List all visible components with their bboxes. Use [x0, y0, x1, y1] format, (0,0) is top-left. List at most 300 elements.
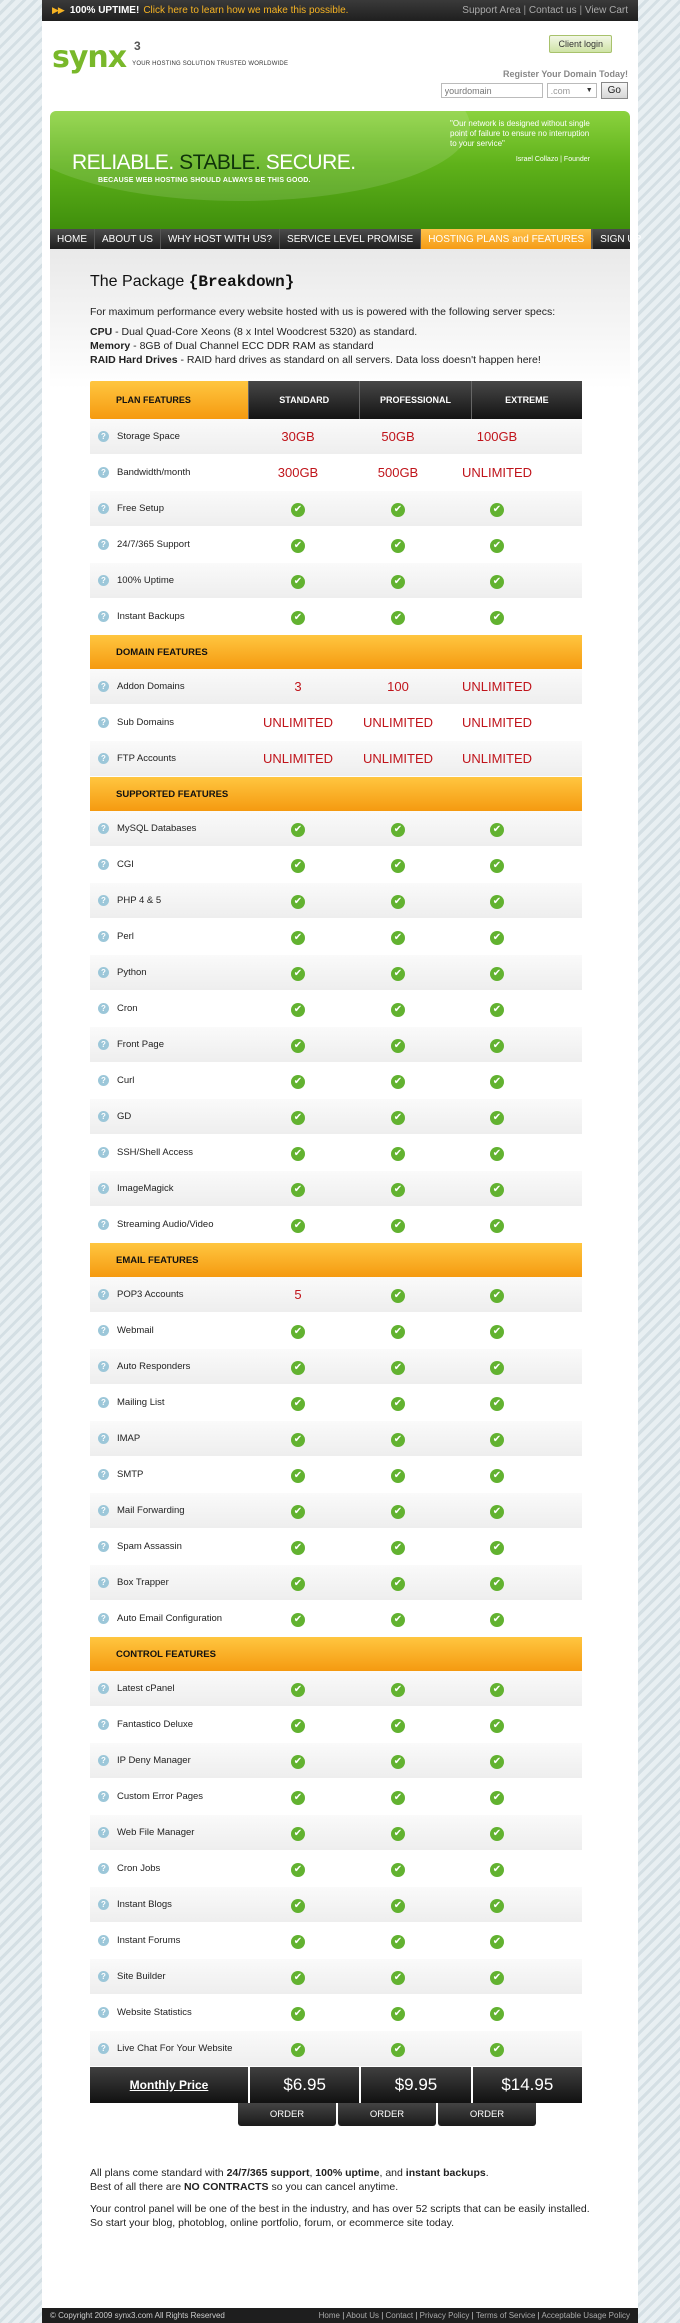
nav-home[interactable]: HOME	[50, 229, 95, 249]
check-icon: ✔	[291, 1469, 305, 1483]
check-icon: ✔	[291, 1791, 305, 1805]
feature-name: POP3 Accounts	[117, 1289, 184, 1300]
feature-name: Auto Responders	[117, 1361, 191, 1372]
feature-value-cell	[248, 1466, 348, 1483]
help-icon[interactable]: ?	[98, 681, 109, 692]
check-icon: ✔	[391, 503, 405, 517]
header	[42, 21, 638, 111]
feature-value-cell	[348, 1144, 448, 1161]
separator: |	[523, 5, 529, 16]
feature-name: Cron	[117, 1003, 138, 1014]
table-row	[90, 1027, 582, 1063]
help-icon[interactable]: ?	[98, 467, 109, 478]
table-row	[90, 919, 582, 955]
feature-value: UNLIMITED	[262, 715, 334, 730]
table-row	[90, 705, 582, 741]
check-icon: ✔	[490, 1289, 504, 1303]
table-row	[90, 1349, 582, 1385]
feature-name: Spam Assassin	[117, 1541, 182, 1552]
feature-name: 24/7/365 Support	[117, 539, 190, 550]
check-icon: ✔	[391, 1613, 405, 1627]
help-icon[interactable]: ?	[98, 1469, 109, 1480]
feature-value-cell	[448, 1430, 546, 1447]
table-row	[90, 1207, 582, 1243]
feature-value-cell	[348, 892, 448, 909]
feature-label	[90, 1219, 248, 1230]
feature-value: UNLIMITED	[362, 751, 434, 766]
check-icon: ✔	[391, 1325, 405, 1339]
table-row	[90, 1063, 582, 1099]
check-icon: ✔	[391, 575, 405, 589]
contact-us-link[interactable]: Contact us	[528, 5, 577, 16]
feature-value-cell	[348, 500, 448, 517]
logo-superscript: 3	[134, 39, 141, 53]
feature-label	[90, 859, 248, 870]
help-icon[interactable]: ?	[98, 1397, 109, 1408]
support-area-link[interactable]: Support Area	[462, 5, 521, 16]
title-bold: {Breakdown}	[188, 273, 295, 291]
feature-value-cell	[248, 1680, 348, 1697]
register-label: Register Your Domain Today!	[502, 69, 628, 79]
feature-label	[90, 1899, 248, 1910]
nav-hosting-plans[interactable]: HOSTING PLANS and FEATURES	[421, 229, 592, 249]
price-standard: $6.95	[248, 2067, 359, 2103]
table-row	[90, 741, 582, 777]
help-icon[interactable]: ?	[98, 1683, 109, 1694]
price-row	[90, 2067, 582, 2103]
feature-value-cell	[448, 1680, 546, 1697]
help-icon[interactable]: ?	[98, 1183, 109, 1194]
feature-value-cell	[348, 536, 448, 553]
check-icon: ✔	[391, 2007, 405, 2021]
feature-value-cell	[348, 1538, 448, 1555]
help-icon[interactable]: ?	[98, 1755, 109, 1766]
feature-value-cell	[448, 1932, 546, 1949]
help-icon[interactable]: ?	[98, 539, 109, 550]
dropdown-arrow-icon: ▼	[585, 87, 593, 94]
help-icon[interactable]: ?	[98, 1899, 109, 1910]
check-icon: ✔	[391, 611, 405, 625]
feature-value-cell	[348, 1180, 448, 1197]
feature-name: Perl	[117, 931, 134, 942]
feature-name: Instant Backups	[117, 611, 185, 622]
text: Best of all there are	[90, 2181, 184, 2193]
check-icon: ✔	[490, 1039, 504, 1053]
feature-value: UNLIMITED	[461, 715, 533, 730]
feature-label	[90, 431, 248, 442]
uptime-learn-link[interactable]: Click here to learn how we make this possible.	[143, 5, 349, 16]
feature-label	[90, 1935, 248, 1946]
help-icon[interactable]: ?	[98, 1289, 109, 1300]
help-icon[interactable]: ?	[98, 1577, 109, 1588]
help-icon[interactable]: ?	[98, 2007, 109, 2018]
help-icon[interactable]: ?	[98, 1613, 109, 1624]
check-icon: ✔	[391, 2043, 405, 2057]
check-icon: ✔	[490, 611, 504, 625]
table-row	[90, 1135, 582, 1171]
view-cart-link[interactable]: View Cart	[584, 5, 628, 16]
check-icon: ✔	[291, 967, 305, 981]
feature-name: PHP 4 & 5	[117, 895, 162, 906]
intro	[90, 305, 590, 367]
feature-name: Free Setup	[117, 503, 164, 514]
check-icon: ✔	[490, 1147, 504, 1161]
help-icon[interactable]: ?	[98, 1039, 109, 1050]
help-icon[interactable]: ?	[98, 1003, 109, 1014]
nav-service-level[interactable]: SERVICE LEVEL PROMISE	[280, 229, 421, 249]
feature-value-cell	[448, 892, 546, 909]
help-icon[interactable]: ?	[98, 431, 109, 442]
feature-value-cell	[448, 1752, 546, 1769]
feature-value-cell	[248, 1860, 348, 1877]
table-header	[90, 381, 582, 419]
feature-value-cell	[348, 572, 448, 589]
table-body	[90, 419, 582, 2067]
feature-value-cell	[348, 964, 448, 981]
help-icon[interactable]: ?	[98, 895, 109, 906]
feature-label	[90, 1469, 248, 1480]
features-table	[90, 381, 582, 2126]
feature-name: Addon Domains	[117, 681, 185, 692]
text: .	[485, 2167, 489, 2179]
feature-value-cell	[348, 1824, 448, 1841]
feature-value-cell	[448, 536, 546, 553]
nav-why-host[interactable]: WHY HOST WITH US?	[161, 229, 280, 249]
check-icon: ✔	[391, 1719, 405, 1733]
check-icon: ✔	[291, 1899, 305, 1913]
help-icon[interactable]: ?	[98, 753, 109, 764]
footer-link[interactable]: Home	[318, 2311, 340, 2320]
check-icon: ✔	[291, 1863, 305, 1877]
tld-value: .com	[550, 85, 571, 96]
help-icon[interactable]: ?	[98, 1075, 109, 1086]
check-icon: ✔	[490, 2043, 504, 2057]
check-icon: ✔	[291, 575, 305, 589]
feature-value-cell	[448, 1358, 546, 1375]
feature-label	[90, 931, 248, 942]
separator: |	[469, 2311, 476, 2320]
footer-link[interactable]: About Us	[346, 2311, 379, 2320]
check-icon: ✔	[291, 823, 305, 837]
plan-extreme-header: EXTREME	[471, 381, 582, 419]
tld-select[interactable]	[547, 83, 597, 98]
check-icon: ✔	[291, 1719, 305, 1733]
table-row	[90, 599, 582, 635]
feature-value-cell	[348, 1860, 448, 1877]
check-icon: ✔	[490, 1361, 504, 1375]
check-icon: ✔	[490, 2007, 504, 2021]
feature-value-cell	[348, 1932, 448, 1949]
check-icon: ✔	[490, 1003, 504, 1017]
section-header: SUPPORTED FEATURES	[90, 777, 582, 811]
feature-value-cell	[348, 1108, 448, 1125]
help-icon[interactable]: ?	[98, 1719, 109, 1730]
feature-name: Web File Manager	[117, 1827, 195, 1838]
text-bold: 24/7/365 support	[226, 2167, 310, 2179]
feature-value-cell	[448, 1180, 546, 1197]
separator: |	[579, 5, 585, 16]
feature-label	[90, 539, 248, 550]
feature-label	[90, 1683, 248, 1694]
check-icon: ✔	[490, 1719, 504, 1733]
feature-value-cell	[348, 1358, 448, 1375]
spec-label: RAID Hard Drives	[90, 354, 178, 366]
nav-about-us[interactable]: ABOUT US	[95, 229, 161, 249]
help-icon[interactable]: ?	[98, 2043, 109, 2054]
feature-value-cell	[248, 1538, 348, 1555]
table-row	[90, 1959, 582, 1995]
feature-label	[90, 467, 248, 478]
footer-link[interactable]: Contact	[385, 2311, 414, 2320]
check-icon: ✔	[490, 1397, 504, 1411]
plan-professional-header: PROFESSIONAL	[359, 381, 470, 419]
feature-label	[90, 681, 248, 692]
closing-text	[90, 2166, 590, 2278]
quote-author: Israel Collazo | Founder	[515, 156, 590, 163]
footer-link[interactable]: Acceptable Usage Policy	[541, 2311, 630, 2320]
help-icon[interactable]: ?	[98, 823, 109, 834]
plan-features-header: PLAN FEATURES	[90, 381, 248, 419]
feature-value-cell	[448, 1108, 546, 1125]
feature-value: UNLIMITED	[262, 751, 334, 766]
spec-raid	[90, 353, 590, 367]
order-professional-button[interactable]: ORDER	[338, 2103, 436, 2126]
help-icon[interactable]: ?	[98, 1971, 109, 1982]
spec-text: - RAID hard drives as standard on all servers. Data loss doesn't happen here!	[177, 354, 541, 366]
feature-value-cell	[248, 1716, 348, 1733]
feature-value: UNLIMITED	[362, 715, 434, 730]
feature-label	[90, 1719, 248, 1730]
check-icon: ✔	[291, 1219, 305, 1233]
spec-memory	[90, 339, 590, 353]
check-icon: ✔	[490, 1755, 504, 1769]
feature-value-cell	[348, 856, 448, 873]
feature-value-cell	[448, 1072, 546, 1089]
hero-banner	[50, 111, 630, 229]
footer-links	[319, 2311, 630, 2320]
feature-value: 100GB	[476, 429, 518, 444]
check-icon: ✔	[291, 1075, 305, 1089]
feature-label	[90, 1505, 248, 1516]
help-icon[interactable]: ?	[98, 1147, 109, 1158]
help-icon[interactable]: ?	[98, 1361, 109, 1372]
feature-name: FTP Accounts	[117, 753, 176, 764]
feature-name: SSH/Shell Access	[117, 1147, 194, 1158]
feature-value-cell	[248, 1394, 348, 1411]
feature-value-cell	[248, 1788, 348, 1805]
domain-input[interactable]	[441, 83, 543, 98]
help-icon[interactable]: ?	[98, 1863, 109, 1874]
copyright-text: © Copyright 2009 synx3.com All Rights Reserved	[50, 2311, 225, 2320]
feature-value-cell	[248, 1108, 348, 1125]
feature-value-cell	[248, 1574, 348, 1591]
feature-label	[90, 1289, 248, 1300]
text-bold: NO CONTRACTS	[183, 2181, 269, 2193]
client-login-button[interactable]: Client login	[549, 35, 612, 53]
table-row	[90, 669, 582, 705]
table-row	[90, 1421, 582, 1457]
help-icon[interactable]: ?	[98, 1219, 109, 1230]
feature-value-cell	[348, 820, 448, 837]
feature-name: Cron Jobs	[117, 1863, 161, 1874]
check-icon: ✔	[391, 1791, 405, 1805]
check-icon: ✔	[391, 1899, 405, 1913]
check-icon: ✔	[291, 1827, 305, 1841]
table-row	[90, 1887, 582, 1923]
feature-label	[90, 2043, 248, 2054]
feature-value-cell	[248, 608, 348, 625]
help-icon[interactable]: ?	[98, 967, 109, 978]
feature-label	[90, 1147, 248, 1158]
check-icon: ✔	[490, 1219, 504, 1233]
logo[interactable]	[52, 39, 289, 75]
check-icon: ✔	[490, 1613, 504, 1627]
help-icon[interactable]: ?	[98, 611, 109, 622]
feature-value-cell	[248, 928, 348, 945]
feature-value-cell	[448, 1574, 546, 1591]
footer-link[interactable]: Terms of Service	[475, 2311, 536, 2320]
help-icon[interactable]: ?	[98, 1791, 109, 1802]
check-icon: ✔	[391, 1755, 405, 1769]
check-icon: ✔	[291, 1971, 305, 1985]
text: , and	[379, 2167, 406, 2179]
feature-value-cell	[448, 856, 546, 873]
check-icon: ✔	[490, 1827, 504, 1841]
feature-value-cell	[448, 608, 546, 625]
feature-label	[90, 967, 248, 978]
check-icon: ✔	[291, 1755, 305, 1769]
feature-name: Fantastico Deluxe	[117, 1719, 194, 1730]
feature-value-cell	[448, 1860, 546, 1877]
feature-label	[90, 1433, 248, 1444]
check-icon: ✔	[391, 1183, 405, 1197]
feature-value-cell	[348, 1036, 448, 1053]
feature-value-cell	[448, 1968, 546, 1985]
feature-value-cell	[248, 1752, 348, 1769]
feature-value-cell	[248, 1824, 348, 1841]
feature-name: Streaming Audio/Video	[117, 1219, 214, 1230]
feature-name: Front Page	[117, 1039, 164, 1050]
table-row	[90, 1995, 582, 2031]
feature-label	[90, 1827, 248, 1838]
feature-label	[90, 2007, 248, 2018]
order-extreme-button[interactable]: ORDER	[438, 2103, 536, 2126]
feature-name: Auto Email Configuration	[117, 1613, 223, 1624]
feature-value-cell	[348, 1216, 448, 1233]
footer-link[interactable]: Privacy Policy	[419, 2311, 470, 2320]
feature-value: UNLIMITED	[461, 751, 533, 766]
feature-name: Mailing List	[117, 1397, 165, 1408]
table-row	[90, 527, 582, 563]
spec-text: - 8GB of Dual Channel ECC DDR RAM as standard	[130, 340, 374, 352]
check-icon: ✔	[391, 1289, 405, 1303]
table-row	[90, 2031, 582, 2067]
price-extreme: $14.95	[471, 2067, 582, 2103]
check-icon: ✔	[391, 823, 405, 837]
check-icon: ✔	[490, 1577, 504, 1591]
top-links	[462, 5, 628, 16]
order-standard-button[interactable]: ORDER	[238, 2103, 336, 2126]
feature-label	[90, 1325, 248, 1336]
separator: |	[535, 2311, 542, 2320]
feature-value-cell	[248, 964, 348, 981]
check-icon: ✔	[391, 1111, 405, 1125]
check-icon: ✔	[291, 1613, 305, 1627]
check-icon: ✔	[490, 859, 504, 873]
feature-name: IMAP	[117, 1433, 141, 1444]
check-icon: ✔	[490, 823, 504, 837]
server-specs	[90, 325, 590, 367]
check-icon: ✔	[391, 1361, 405, 1375]
check-icon: ✔	[291, 1433, 305, 1447]
check-icon: ✔	[291, 895, 305, 909]
check-icon: ✔	[391, 931, 405, 945]
table-row	[90, 455, 582, 491]
help-icon[interactable]: ?	[98, 859, 109, 870]
feature-name: Webmail	[117, 1325, 154, 1336]
feature-name: Instant Blogs	[117, 1899, 172, 1910]
check-icon: ✔	[291, 1397, 305, 1411]
text-bold: 100% uptime	[315, 2167, 380, 2179]
banner-slogan	[72, 151, 356, 175]
help-icon[interactable]: ?	[98, 1505, 109, 1516]
help-icon[interactable]: ?	[98, 1541, 109, 1552]
feature-value-cell	[448, 1000, 546, 1017]
help-icon[interactable]: ?	[98, 1827, 109, 1838]
check-icon: ✔	[291, 1505, 305, 1519]
help-icon[interactable]: ?	[98, 503, 109, 514]
feature-name: GD	[117, 1111, 132, 1122]
help-icon[interactable]: ?	[98, 931, 109, 942]
feature-value-cell	[348, 1752, 448, 1769]
feature-value-cell	[448, 2004, 546, 2021]
feature-label	[90, 1863, 248, 1874]
double-chevron-icon: ▶▶	[52, 5, 64, 15]
feature-value-cell	[448, 1824, 546, 1841]
logo-word: synx	[52, 40, 127, 75]
feature-value-cell	[248, 1036, 348, 1053]
help-icon[interactable]: ?	[98, 1935, 109, 1946]
check-icon: ✔	[291, 1039, 305, 1053]
table-row	[90, 1529, 582, 1565]
help-icon[interactable]: ?	[98, 1325, 109, 1336]
help-icon[interactable]: ?	[98, 1111, 109, 1122]
feature-value-cell	[348, 1788, 448, 1805]
nav-sign-up[interactable]: SIGN UP	[592, 229, 648, 249]
check-icon: ✔	[391, 1505, 405, 1519]
price-professional: $9.95	[359, 2067, 470, 2103]
feature-name: Latest cPanel	[117, 1683, 175, 1694]
help-icon[interactable]: ?	[98, 1433, 109, 1444]
feature-name: Website Statistics	[117, 2007, 192, 2018]
help-icon[interactable]: ?	[98, 575, 109, 586]
page	[42, 0, 642, 2323]
feature-name: IP Deny Manager	[117, 1755, 191, 1766]
help-icon[interactable]: ?	[98, 717, 109, 728]
uptime-notice	[52, 5, 348, 16]
check-icon: ✔	[291, 1935, 305, 1949]
table-row	[90, 1779, 582, 1815]
feature-value-cell	[348, 1072, 448, 1089]
go-button[interactable]: Go	[601, 82, 628, 99]
feature-label	[90, 1111, 248, 1122]
check-icon: ✔	[391, 1971, 405, 1985]
spec-cpu	[90, 325, 590, 339]
feature-name: Curl	[117, 1075, 135, 1086]
table-row	[90, 1457, 582, 1493]
check-icon: ✔	[291, 611, 305, 625]
feature-name: Storage Space	[117, 431, 180, 442]
